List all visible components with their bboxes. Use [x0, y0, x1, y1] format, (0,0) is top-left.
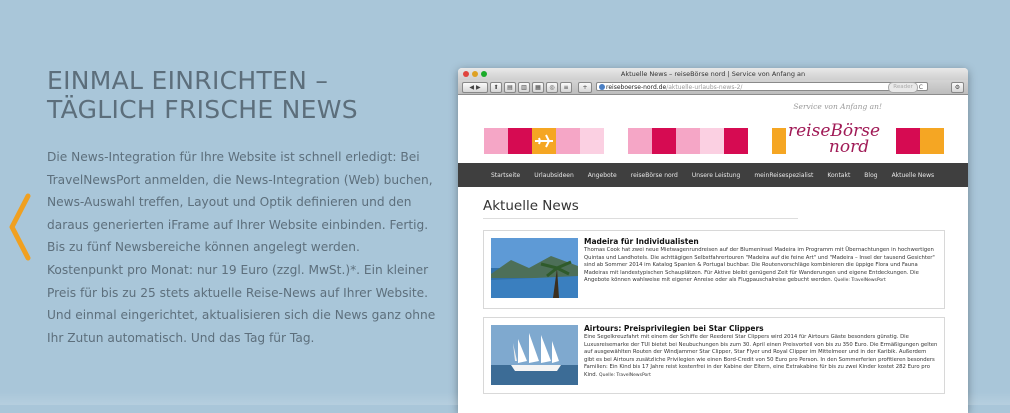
reader-button[interactable]: Reader — [888, 82, 918, 93]
website-page — [458, 95, 968, 413]
url-host: reiseboerse-nord.de — [606, 84, 667, 91]
bottom-shade — [0, 392, 1010, 405]
news-card[interactable] — [483, 317, 945, 394]
headline-line-2: TÄGLICH FRISCHE NEWS — [47, 95, 358, 124]
browser-titlebar — [458, 68, 968, 80]
url-path: /aktuelle-urlaubs-news-2/ — [666, 84, 743, 91]
settings-gear-icon[interactable]: ⚙ — [951, 82, 964, 93]
nav-item-startseite[interactable]: Startseite — [491, 171, 521, 179]
news-card[interactable] — [483, 230, 945, 309]
zoom-window-icon[interactable] — [481, 71, 487, 77]
article-body: Thomas Cook hat zwei neue Mietwagenrundreisen auf der Blumeninsel Madeira im Programm mit Übernachtungen in hochwertigen Quintas und Landhotels. Die achttägigen Selbstfahrertouren "Madeira auf die feine Art" und "Madeira – Insel der tausend Gesichter" sind ab Sommer 2014 im Katalog Spanien & Portugal buchbar. Die Routenvorschläge kombinieren die üppige Flora und Fauna Madeiras mit landestypischen Schauplätzen. Für Aktive bleibt genügend Zeit für Wanderungen und eigene Entdeckungen. Die Angebote können wahlweise mit eigener Anreise oder als Flugpauschalreise gebucht werden. — [584, 247, 935, 283]
browser-toolbar — [458, 80, 968, 95]
article-source: Quelle: TravelNewsPort — [599, 372, 651, 378]
site-slogan: Service von Anfang an! — [793, 102, 882, 111]
nav-item-blog[interactable]: Blog — [864, 171, 878, 179]
nav-item-reiseboerse-nord[interactable]: reiseBörse nord — [630, 171, 678, 179]
browser-window — [458, 68, 968, 413]
article-source: Quelle: TravelNewsPort — [833, 278, 886, 283]
nav-item-aktuelle-news[interactable]: Aktuelle News — [891, 171, 935, 179]
madeira-photo — [491, 238, 578, 298]
airplane-icon — [532, 128, 556, 154]
reload-icon[interactable]: C — [918, 84, 923, 91]
nav-item-unsere-leistung[interactable]: Unsere Leistung — [691, 171, 741, 179]
globe-icon — [599, 84, 605, 90]
back-forward-button[interactable]: ◀ ▶ — [462, 82, 488, 93]
share-icon[interactable]: ⬆ — [490, 82, 502, 93]
reading-list-icon[interactable]: ▤ — [504, 82, 516, 93]
new-tab-button[interactable]: + — [578, 82, 592, 93]
site-logo[interactable] — [786, 121, 882, 157]
article-text — [584, 334, 938, 379]
headline-line-1: EINMAL EINRICHTEN – — [47, 66, 329, 95]
sailing-ship-photo — [491, 325, 578, 385]
minimize-window-icon[interactable] — [472, 71, 478, 77]
article-text — [584, 247, 938, 285]
url-bar[interactable] — [596, 82, 928, 91]
close-window-icon[interactable] — [463, 71, 469, 77]
logo-line-1: reiseBörse — [787, 121, 881, 141]
chevron-left-icon[interactable] — [6, 192, 34, 262]
rss-icon[interactable]: ◎ — [546, 82, 558, 93]
nav-item-urlaubsideen[interactable]: Urlaubsideen — [534, 171, 574, 179]
nav-item-angebote[interactable]: Angebote — [587, 171, 617, 179]
history-icon[interactable]: ≡ — [560, 82, 572, 93]
article-body: Eine Segelkreuzfahrt mit einem der Schiffe der Reederei Star Clippers wird 2014 für Airtours Gäste besonders günstig. Die Luxusreisemarke der TUI bietet bei Neubuchungen bis zum 30. April einen Preisvorteil von bis zu 350 Euro. Die Ermäßigungen gelten auf ausgewählten Routen der Windjammer Star Clipper, Star Flyer und Royal Clipper im Mittelmeer und in der Karibik. Außerdem gibt es bei Airtours zusätzliche Privilegien wie einen Bord-Credit von 50 Euro pro Person. In den Sommerferien profitieren besonders Familien: Ein Kind bis 17 Jahre reist kostenfrei in der Kabine der Eltern, eine Extrakabine für bis zu zwei Kinder kostet 282 Euro pro Kind. — [584, 334, 938, 378]
article-title[interactable]: Airtours: Preisprivilegien bei Star Clippers — [584, 324, 764, 333]
divider — [483, 218, 798, 219]
window-title: Aktuelle News – reiseBörse nord | Service von Anfang an — [620, 70, 806, 78]
site-navigation — [458, 163, 968, 187]
headline — [47, 66, 427, 124]
description-text: Die News-Integration für Ihre Website ist schnell erledigt: Bei TravelNewsPort anmelden, die News-Integration (Web) buchen, News-Auswahl treffen, Layout und Optik definieren und den daraus generierten iFrame auf Ihrer Website einbinden. Fertig. Bis zu fünf Newsbereiche können angelegt werden. Kostenpunkt pro Monat: nur 19 Euro (zzgl. MwSt.)*. Ein kleiner Preis für bis zu 25 stets aktuelle Reise-News auf Ihrer Website. Und einmal eingerichtet, aktualisieren sich die News ganz ohne Ihr Zutun automatisch. Und das Tag für Tag. — [47, 150, 436, 345]
topsites-icon[interactable]: ▦ — [532, 82, 544, 93]
nav-item-meinreisespezialist[interactable]: meinReisespezialist — [754, 171, 814, 179]
page-title: Aktuelle News — [483, 198, 579, 214]
bookmarks-icon[interactable]: ▥ — [518, 82, 530, 93]
nav-item-kontakt[interactable]: Kontakt — [827, 171, 851, 179]
logo-line-2: nord — [828, 137, 870, 157]
article-title[interactable]: Madeira für Individualisten — [584, 237, 699, 246]
